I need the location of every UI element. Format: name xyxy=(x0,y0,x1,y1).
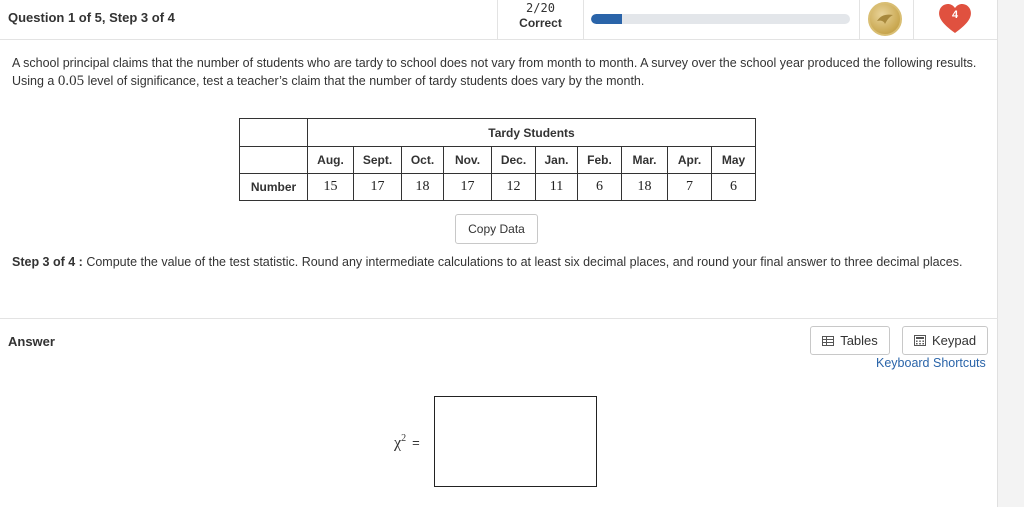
keyboard-shortcuts-link[interactable]: Keyboard Shortcuts xyxy=(876,356,986,370)
chi-symbol: χ xyxy=(394,434,402,452)
row-label: Number xyxy=(240,174,308,201)
tardy-count-cell: 11 xyxy=(536,174,578,201)
table-corner xyxy=(240,119,308,147)
month-header: Sept. xyxy=(354,147,402,174)
problem-statement xyxy=(12,54,982,90)
tardy-count-cell: 17 xyxy=(444,174,492,201)
answer-input[interactable] xyxy=(434,396,597,487)
tardy-count-cell: 15 xyxy=(308,174,354,201)
month-header: May xyxy=(712,147,756,174)
empty-header-cell xyxy=(240,147,308,174)
month-header: Dec. xyxy=(492,147,536,174)
chi-superscript: 2 xyxy=(401,433,407,444)
heart-icon xyxy=(936,0,974,36)
month-header: Feb. xyxy=(578,147,622,174)
month-header: Apr. xyxy=(668,147,712,174)
answer-label: Answer xyxy=(8,334,55,349)
tardy-count-cell: 6 xyxy=(712,174,756,201)
value-row xyxy=(240,174,756,201)
score-label: Correct xyxy=(519,16,562,30)
month-header-row xyxy=(240,147,756,174)
copy-data-button[interactable]: Copy Data xyxy=(455,214,538,244)
equals-sign: = xyxy=(412,435,420,451)
top-bar xyxy=(0,0,998,40)
tardy-count-cell: 18 xyxy=(622,174,668,201)
tables-button-label: Tables xyxy=(840,333,878,348)
table-title: Tardy Students xyxy=(308,119,756,147)
divider xyxy=(0,318,998,319)
score-box xyxy=(497,0,584,40)
separator xyxy=(913,0,914,40)
keypad-button-label: Keypad xyxy=(931,333,977,348)
alpha-value: 0.05 xyxy=(57,73,85,89)
tables-button[interactable] xyxy=(810,326,890,355)
bird-icon xyxy=(876,12,894,26)
tardy-count-cell: 18 xyxy=(402,174,444,201)
tardy-count-cell: 7 xyxy=(668,174,712,201)
tardy-count-cell: 12 xyxy=(492,174,536,201)
month-header: Jan. xyxy=(536,147,578,174)
problem-text-end: level of significance, test a teacher’s claim that the number of tardy students does vary by the month. xyxy=(84,74,645,88)
chi-square-label xyxy=(394,433,420,452)
separator xyxy=(859,0,860,40)
step-text: Compute the value of the test statistic. Round any intermediate calculations to at least six decimal places, and round your final answer to three decimal places. xyxy=(82,255,963,269)
month-header: Oct. xyxy=(402,147,444,174)
month-header: Mar. xyxy=(622,147,668,174)
progress-bar xyxy=(591,14,850,24)
question-title: Question 1 of 5, Step 3 of 4 xyxy=(8,10,175,25)
tardy-students-table xyxy=(239,118,756,201)
progress-bar-fill xyxy=(591,14,622,24)
coin-icon[interactable] xyxy=(868,2,902,36)
month-header: Nov. xyxy=(444,147,492,174)
problem-text-start: A school principal claims that the number of students who are tardy to school does not vary from month to month. A survey over the school year produced the following results. Using a xyxy=(12,56,977,88)
month-header: Aug. xyxy=(308,147,354,174)
table-icon xyxy=(822,336,834,346)
scrollbar[interactable] xyxy=(997,0,1024,507)
score-fraction: 2/20 xyxy=(526,1,555,15)
keypad-button[interactable] xyxy=(902,326,988,355)
lives-count: 4 xyxy=(951,9,959,21)
tardy-count-cell: 6 xyxy=(578,174,622,201)
tardy-count-cell: 17 xyxy=(354,174,402,201)
keypad-icon xyxy=(914,335,926,346)
step-instructions xyxy=(12,253,982,271)
step-label: Step 3 of 4 : xyxy=(12,255,83,269)
